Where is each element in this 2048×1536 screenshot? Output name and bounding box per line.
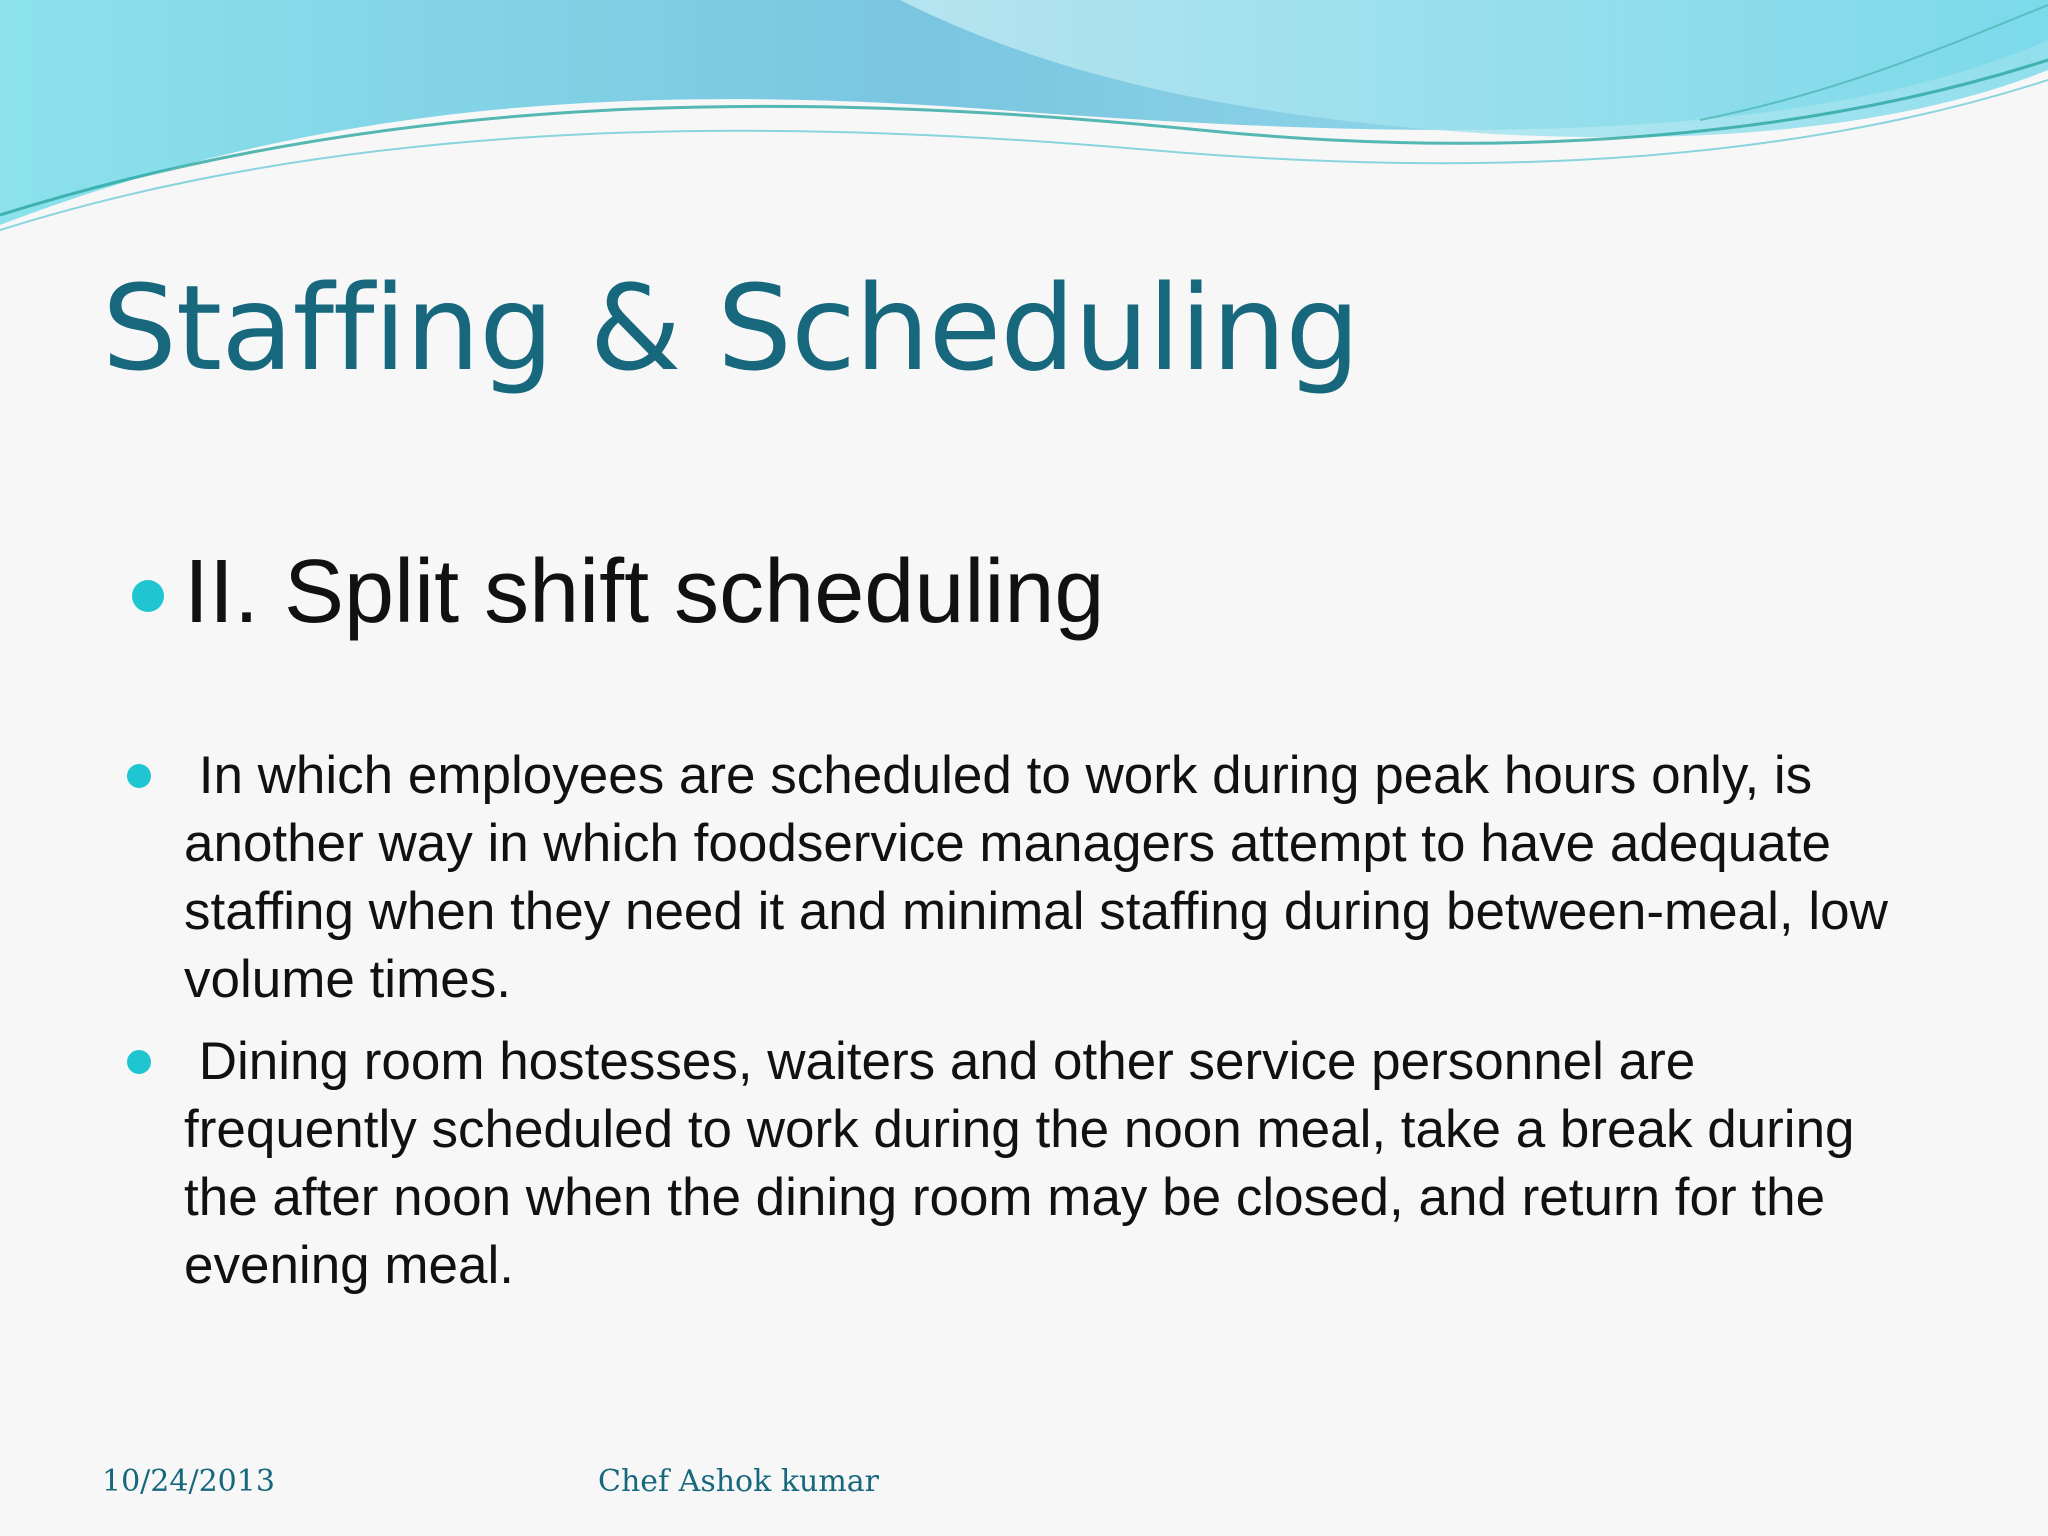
bullet-marker [127, 1050, 151, 1074]
slide-title: Staffing & Scheduling [102, 259, 1360, 397]
bullet-marker [132, 580, 164, 612]
header-wave-decoration [0, 0, 2048, 240]
bullet-text: Dining room hostesses, waiters and other service personnel are frequently scheduled to work during the noon meal, take a break during the after noon when the dining room may be closed, and return for the evening meal. [184, 1032, 1870, 1295]
footer-author: Chef Ashok kumar [598, 1464, 880, 1499]
section-heading: II. Split shift scheduling [184, 542, 1105, 642]
bullet-marker [127, 764, 151, 788]
footer-date: 10/24/2013 [102, 1464, 275, 1499]
bullet-text: In which employees are scheduled to work during peak hours only, is another way in which foodservice managers attempt to have adequate staffing when they need it and minimal staffing during between-meal, low volume times. [184, 746, 1903, 1009]
